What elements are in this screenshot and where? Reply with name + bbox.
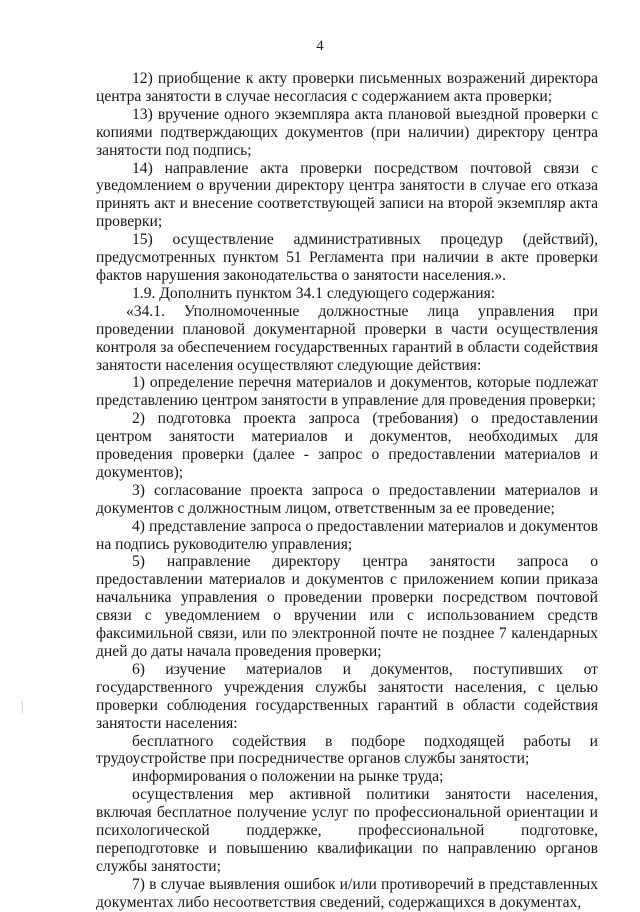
paragraph-item-13: 13) вручение одного экземпляра акта плановой выездной проверки с копиями подтверждающих документов (при наличии) директору центра занятости под подпись; xyxy=(96,105,598,159)
paragraph-guarantee-labor-market-info: информирования о положении на рынке труда; xyxy=(132,768,444,786)
paragraph-action-5: 5) направление директору центра занятости запроса о предоставлении материалов и документов с приложением копии приказа начальника управления о проведении проверки посредством почтовой связи с уведомлением о вручении или с использованием средств факсимильной связи, или по электронной почте не позднее 7 календарных дней до даты начала проведения проверки; xyxy=(96,553,598,660)
paragraph-action-4: 4) представление запроса о предоставлении материалов и документов на подпись руководителю управления; xyxy=(96,517,598,553)
paragraph-action-7: 7) в случае выявления ошибок и/или противоречий в представленных документах либо несоответствия сведений, содержащихся в документах, xyxy=(96,875,598,911)
paragraph-action-6: 6) изучение материалов и документов, поступивших от государственного учреждения службы занятости населения, с целью проверки соблюдения государственных гарантий в области содействия занятости населения: xyxy=(96,660,598,732)
document-body xyxy=(96,70,598,912)
paragraph-action-3: 3) согласование проекта запроса о предоставлении материалов и документов с должностным лицом, ответственным за ее проведение; xyxy=(96,481,598,517)
paragraph-item-14: 14) направление акта проверки посредством почтовой связи с уведомлением о вручении директору центра занятости в случае его отказа принять акт и внесение соответствующей записи на второй экземпляр акта проверки; xyxy=(96,159,598,231)
paragraph-guarantee-active-policy: осуществления мер активной политики занятости населения, включая бесплатное получение услуг по профессиональной ориентации и психологической поддержке, профессиональной подготовке, переподготовке и повышению квалификации по направлению органов службы занятости; xyxy=(96,786,598,875)
paragraph-action-1: 1) определение перечня материалов и документов, которые подлежат представлению центром занятости в управление для проведения проверки; xyxy=(96,374,598,410)
page-number: 4 xyxy=(316,38,324,54)
paragraph-amendment-1-9: 1.9. Дополнить пунктом 34.1 следующего содержания: xyxy=(132,284,496,302)
paragraph-item-12: 12) приобщение к акту проверки письменных возражений директора центра занятости в случае несогласия с содержанием акта проверки; xyxy=(96,70,598,105)
paragraph-item-15: 15) осуществление административных процедур (действий), предусмотренных пунктом 51 Регламента при наличии в акте проверки фактов нарушения законодательства о занятости населения.». xyxy=(96,231,598,284)
paragraph-action-2: 2) подготовка проекта запроса (требования) о предоставлении центром занятости материалов и документов, необходимых для проведения проверки (далее - запрос о предоставлении материалов и документов); xyxy=(96,410,598,481)
paragraph-clause-34-1: «34.1. Уполномоченные должностные лица управления при проведении плановой документарной проверки в части осуществления контроля за обеспечением государственных гарантий в области содействия занятости населения осуществляют следующие действия: xyxy=(96,302,598,374)
scan-margin-mark xyxy=(22,700,23,714)
paragraph-guarantee-job-search: бесплатного содействия в подборе подходящей работы и трудоустройстве при посредничестве органов службы занятости; xyxy=(96,732,598,768)
